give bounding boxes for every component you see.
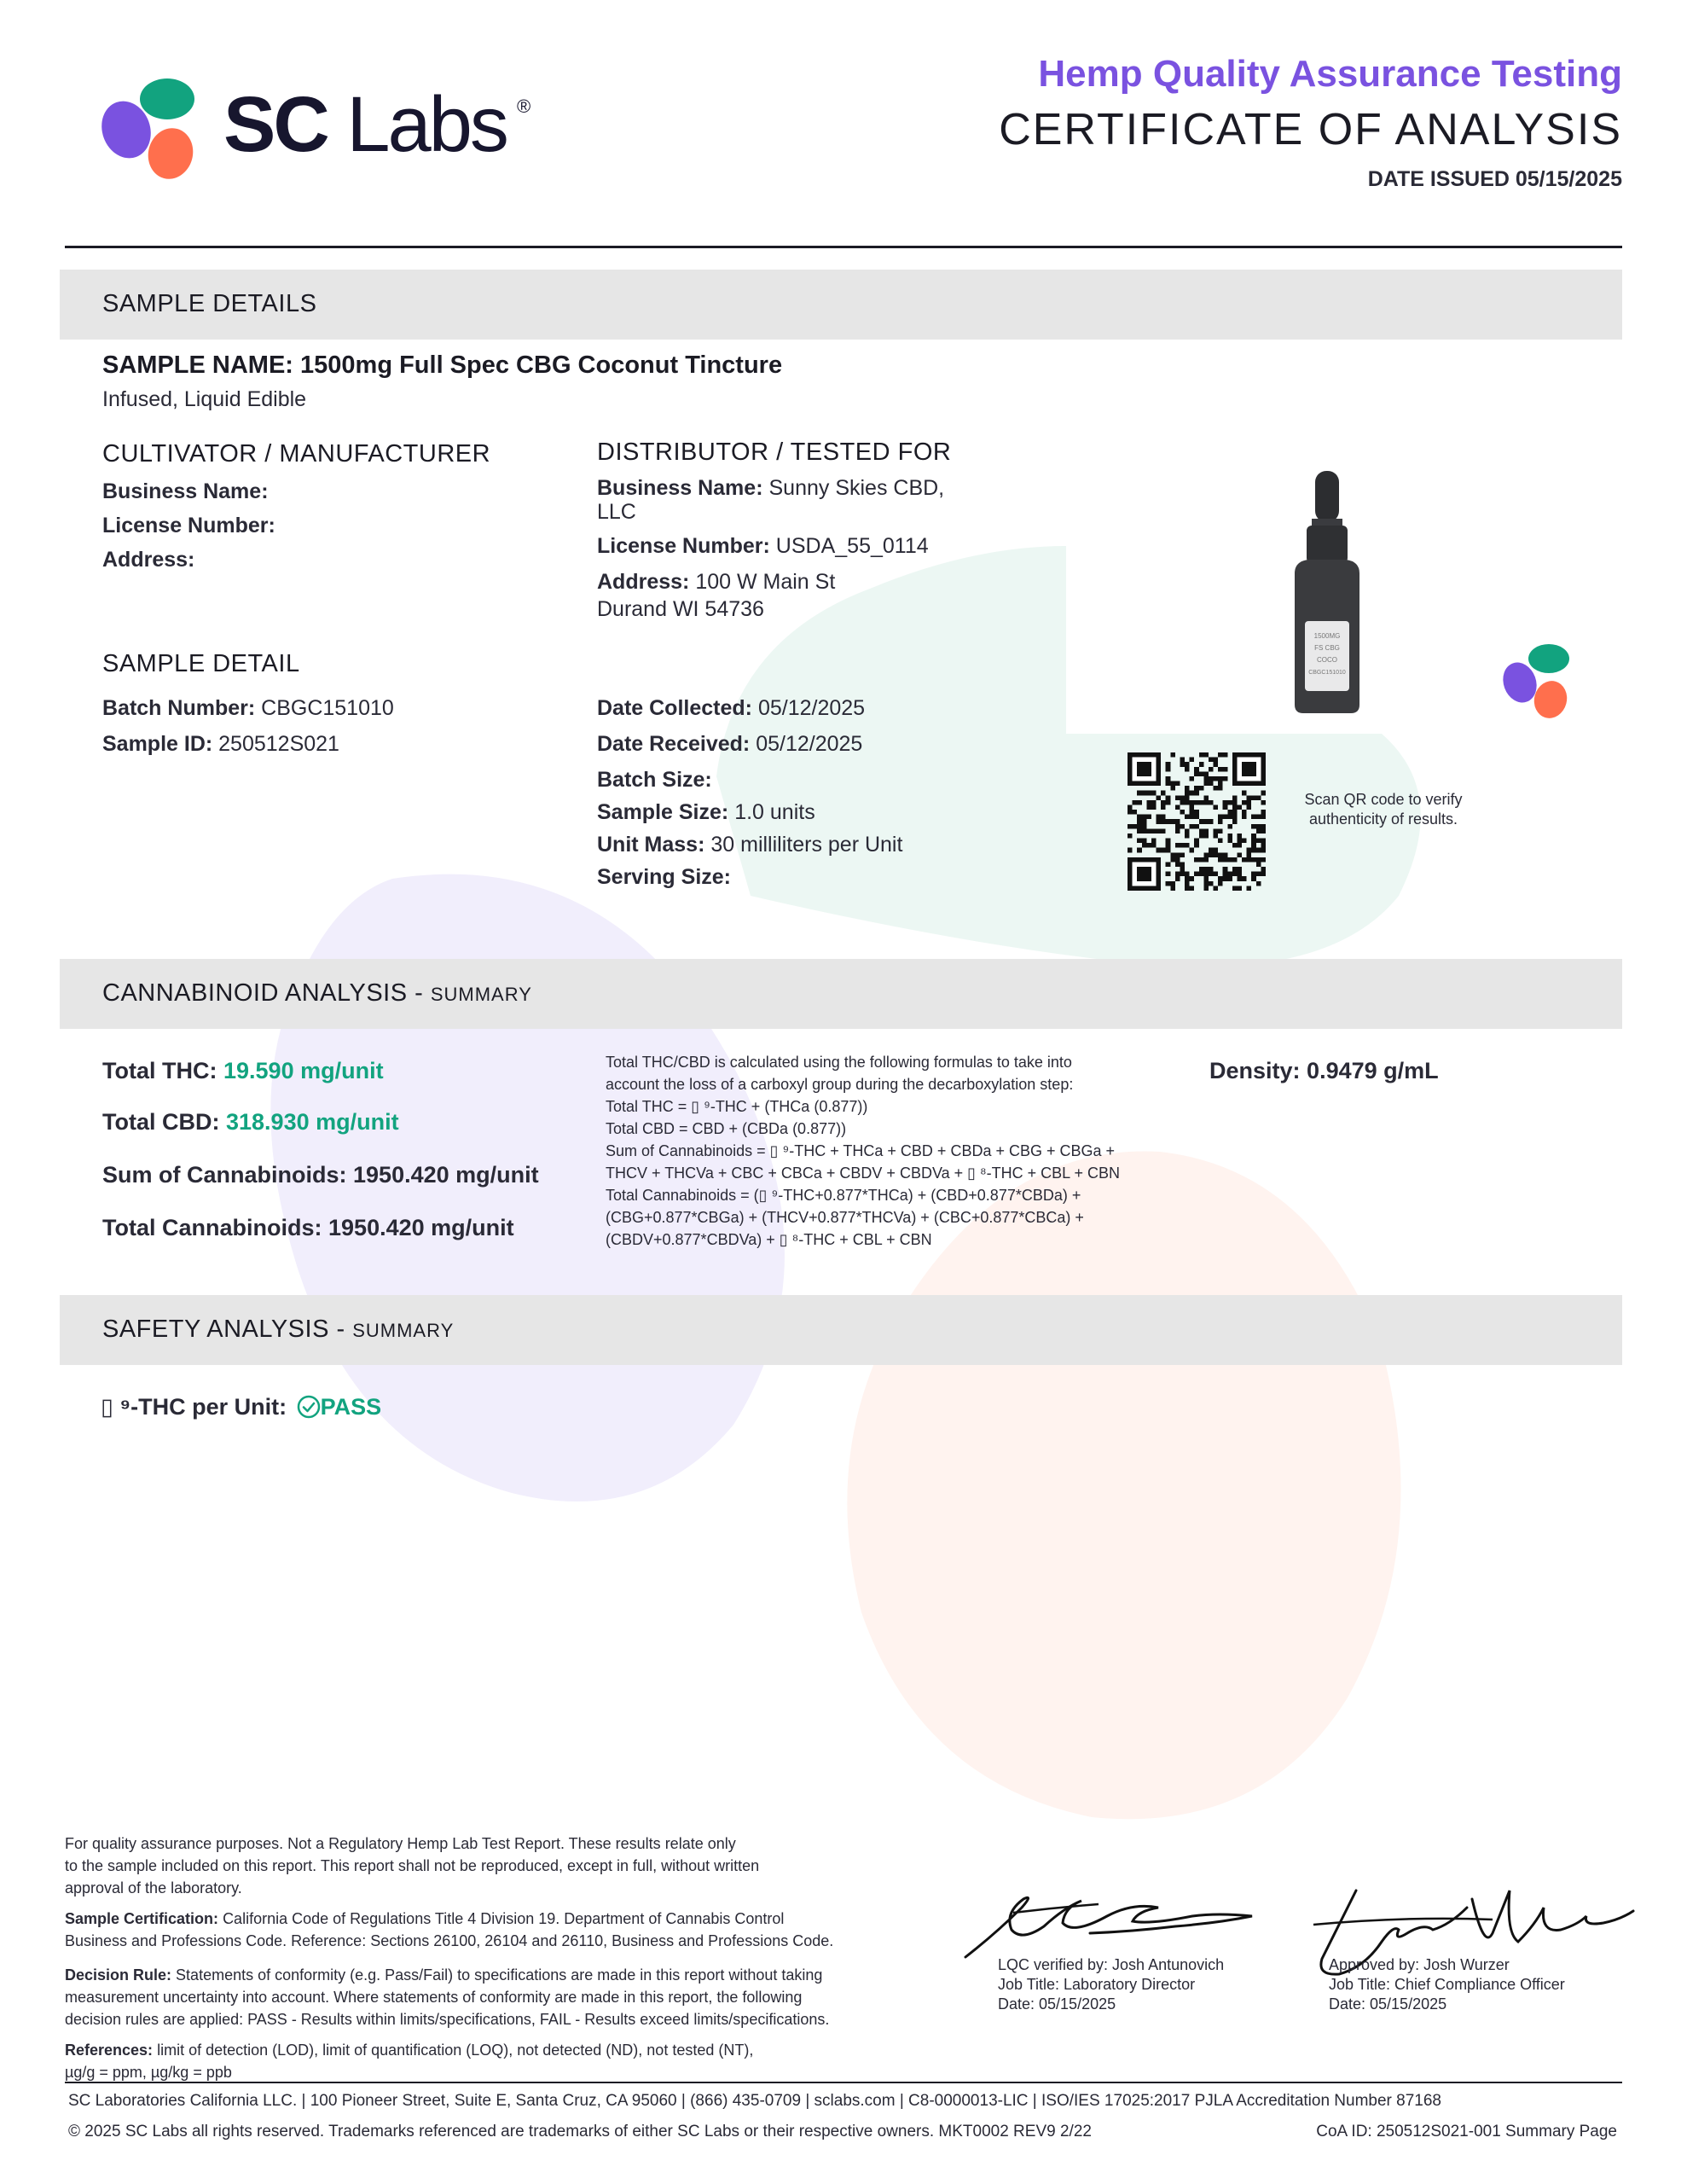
- sig1-job-title: Job Title: Laboratory Director: [998, 1976, 1196, 1993]
- distributor-license-value: USDA_55_0114: [775, 534, 929, 558]
- total-cannabinoids: [102, 1215, 514, 1241]
- header-divider: [65, 246, 1622, 248]
- distributor-business-value-line2: LLC: [597, 500, 636, 524]
- qa-note-line: approval of the laboratory.: [65, 1879, 242, 1896]
- sig1-verified-by: LQC verified by: Josh Antunovich: [998, 1956, 1225, 1973]
- batch-number: [102, 696, 394, 721]
- date-received: [597, 732, 862, 757]
- formula-line: Total CBD = CBD + (CBDa (0.877)): [606, 1120, 847, 1137]
- formula-line: Total THC = ▯ ⁹-THC + (THCa (0.877)): [606, 1098, 868, 1115]
- total-cannabinoids-label: Total Cannabinoids:: [102, 1215, 322, 1240]
- pass-check-icon: [297, 1395, 321, 1419]
- sample-id-value: 250512S021: [218, 732, 339, 756]
- total-cbd: [102, 1109, 399, 1136]
- decision-rule: [65, 1964, 926, 2030]
- density-value: 0.9479 g/mL: [1307, 1058, 1439, 1083]
- cultivator-address-label: Address:: [102, 548, 195, 572]
- bottle-label-line2: FS CBG: [1314, 644, 1340, 652]
- decision-rule-line: measurement uncertainty into account. Where statements of conformity are made in this report, the following: [65, 1989, 803, 2006]
- safety-title-suffix: SUMMARY: [352, 1320, 455, 1341]
- references-line: µg/g = ppm, µg/kg = ppb: [65, 2064, 232, 2081]
- formula-line: (CBG+0.877*CBGa) + (THCV+0.877*THCVa) + (CBC+0.877*CBCa) +: [606, 1209, 1084, 1226]
- safety-title-text: SAFETY ANALYSIS -: [102, 1316, 353, 1343]
- formula-line: Total Cannabinoids = (▯ ⁹-THC+0.877*THCa) + (CBD+0.877*CBDa) +: [606, 1187, 1081, 1204]
- sum-cannabinoids-label: Sum of Cannabinoids:: [102, 1162, 347, 1188]
- date-issued: DATE ISSUED 05/15/2025: [1367, 167, 1622, 191]
- unit-mass: [597, 833, 902, 857]
- distributor-business-value: Sunny Skies CBD,: [768, 476, 945, 500]
- cannabinoid-title-suffix: SUMMARY: [430, 984, 532, 1005]
- density: [1209, 1058, 1439, 1084]
- thc-per-unit: [101, 1394, 381, 1420]
- sig2-date: Date: 05/15/2025: [1329, 1995, 1447, 2013]
- sample-category: Infused, Liquid Edible: [102, 387, 307, 411]
- batch-number-label: Batch Number:: [102, 696, 256, 720]
- cultivator-license-label: License Number:: [102, 514, 275, 537]
- sample-details-title: SAMPLE DETAILS: [102, 290, 317, 317]
- logo-registered-mark: ®: [517, 96, 531, 117]
- company-info: SC Laboratories California LLC. | 100 Pioneer Street, Suite E, Santa Cruz, CA 95060 | (866) 435-0709 | sclabs.com | C8-0000013-LIC | ISO/IES 17025:2017 PJLA Accreditation Number 87168: [68, 2092, 1441, 2110]
- total-thc: [102, 1058, 384, 1084]
- verification-qr-code[interactable]: [1128, 752, 1266, 891]
- decision-rule-line: Statements of conformity (e.g. Pass/Fail) to specifications are made in this report without taking: [176, 1966, 823, 1984]
- sample-size: [597, 800, 815, 825]
- signature-block-2: [1329, 1955, 1565, 2014]
- density-label: Density:: [1209, 1058, 1301, 1083]
- total-cannabinoids-value: 1950.420 mg/unit: [328, 1215, 514, 1240]
- qa-note-line: For quality assurance purposes. Not a Regulatory Hemp Lab Test Report. These results relate only: [65, 1835, 736, 1852]
- formula-line: account the loss of a carboxyl group during the decarboxylation step:: [606, 1076, 1074, 1093]
- formula-line: (CBDV+0.877*CBDVa) + ▯ ⁸-THC + CBL + CBN: [606, 1231, 932, 1248]
- sample-size-label: Sample Size:: [597, 800, 729, 824]
- decision-rule-line: decision rules are applied: PASS - Results within limits/specifications, FAIL - Results exceed limits/specifications.: [65, 2011, 830, 2028]
- thc-per-unit-result: PASS: [320, 1394, 382, 1420]
- formula-line: THCV + THCVa + CBC + CBCa + CBDV + CBDVa + ▯ ⁸-THC + CBL + CBN: [606, 1165, 1121, 1182]
- unit-mass-label: Unit Mass:: [597, 833, 705, 857]
- total-thc-value: 19.590 mg/unit: [223, 1058, 384, 1083]
- logo-wordmark: SC Labs: [223, 81, 507, 168]
- decision-rule-label: Decision Rule:: [65, 1966, 172, 1984]
- distributor-address-line2: Durand WI 54736: [597, 597, 764, 621]
- thc-per-unit-label: ▯ ⁹-THC per Unit:: [101, 1394, 287, 1420]
- certification-line: Business and Professions Code. Reference: Sections 26100, 26104 and 26110, Business and Professions Code.: [65, 1932, 834, 1949]
- qa-note: [65, 1833, 926, 1899]
- sig1-date: Date: 05/15/2025: [998, 1995, 1116, 2013]
- cultivator-heading: CULTIVATOR / MANUFACTURER: [102, 440, 491, 468]
- date-collected-value: 05/12/2025: [757, 696, 866, 720]
- distributor-heading: DISTRIBUTOR / TESTED FOR: [597, 439, 952, 466]
- date-received-value: 05/12/2025: [756, 732, 863, 756]
- cultivator-business-label: Business Name:: [102, 479, 269, 503]
- distributor-address-line1: 100 W Main St: [695, 570, 836, 594]
- certification-line: California Code of Regulations Title 4 Division 19. Department of Cannabis Control: [223, 1910, 785, 1927]
- distributor-business-label: Business Name:: [597, 476, 763, 500]
- sample-name: [102, 351, 782, 380]
- batch-size-label: Batch Size:: [597, 768, 712, 792]
- sig2-job-title: Job Title: Chief Compliance Officer: [1329, 1976, 1565, 1993]
- logo-mark-icon: [96, 75, 206, 186]
- coa-id: CoA ID: 250512S021-001 Summary Page: [1316, 2123, 1617, 2140]
- signature-block-1: [998, 1955, 1224, 2014]
- references: [65, 2039, 926, 2083]
- sample-size-value: 1.0 units: [734, 800, 815, 824]
- sample-name-value: 1500mg Full Spec CBG Coconut Tincture: [300, 351, 783, 379]
- formula-line: Sum of Cannabinoids = ▯ ⁹-THC + THCa + CBD + CBDa + CBG + CBGa +: [606, 1142, 1116, 1159]
- distributor-license-label: License Number:: [597, 534, 770, 558]
- distributor-license: [597, 534, 929, 559]
- qr-note: Scan QR code to verify authenticity of results.: [1304, 791, 1463, 828]
- date-received-label: Date Received:: [597, 732, 751, 756]
- header-title: CERTIFICATE OF ANALYSIS: [999, 105, 1622, 154]
- mini-logo-mark-icon: [1501, 642, 1574, 722]
- signature-josh-antunovich: [962, 1882, 1269, 1967]
- bottle-label-line1: 1500MG: [1313, 632, 1341, 640]
- formula-notes: [606, 1051, 1168, 1251]
- batch-number-value: CBGC151010: [261, 696, 394, 720]
- sig2-approved-by: Approved by: Josh Wurzer: [1329, 1956, 1510, 1973]
- safety-title: [102, 1316, 454, 1344]
- header-subtitle: Hemp Quality Assurance Testing: [1038, 53, 1622, 95]
- cannabinoid-title: [102, 979, 532, 1008]
- copyright: © 2025 SC Labs all rights reserved. Trademarks referenced are trademarks of either SC Labs or their respective owners. MKT0002 REV9 2/22: [68, 2123, 1092, 2140]
- certification-label: Sample Certification:: [65, 1910, 219, 1927]
- sum-cannabinoids: [102, 1162, 539, 1188]
- total-cbd-label: Total CBD:: [102, 1109, 220, 1135]
- distributor-address-label: Address:: [597, 570, 690, 594]
- sample-id-label: Sample ID:: [102, 732, 213, 756]
- date-collected-label: Date Collected:: [597, 696, 752, 720]
- unit-mass-value: 30 milliliters per Unit: [710, 833, 903, 857]
- total-thc-label: Total THC:: [102, 1058, 217, 1083]
- cannabinoid-title-text: CANNABINOID ANALYSIS -: [102, 979, 431, 1007]
- sample-detail-heading: SAMPLE DETAIL: [102, 650, 300, 677]
- qa-note-line: to the sample included on this report. This report shall not be reproduced, except in full, without written: [65, 1857, 760, 1874]
- bottle-label-line4: CBGC151010: [1308, 670, 1346, 676]
- product-bottle-image: [1286, 471, 1368, 715]
- total-cbd-value: 318.930 mg/unit: [226, 1109, 399, 1135]
- formula-line: Total THC/CBD is calculated using the following formulas to take into: [606, 1054, 1072, 1071]
- sample-name-label: SAMPLE NAME:: [102, 351, 293, 379]
- references-line: limit of detection (LOD), limit of quantification (LOQ), not detected (ND), not tested (NT),: [157, 2042, 754, 2059]
- sample-id: [102, 732, 339, 757]
- sample-certification: [65, 1908, 926, 1952]
- sum-cannabinoids-value: 1950.420 mg/unit: [353, 1162, 539, 1188]
- distributor-business: [597, 476, 944, 501]
- serving-size-label: Serving Size:: [597, 865, 731, 889]
- bottle-label-line3: COCO: [1317, 656, 1337, 664]
- distributor-address: [597, 570, 835, 595]
- references-label: References:: [65, 2042, 154, 2059]
- date-collected: [597, 696, 865, 721]
